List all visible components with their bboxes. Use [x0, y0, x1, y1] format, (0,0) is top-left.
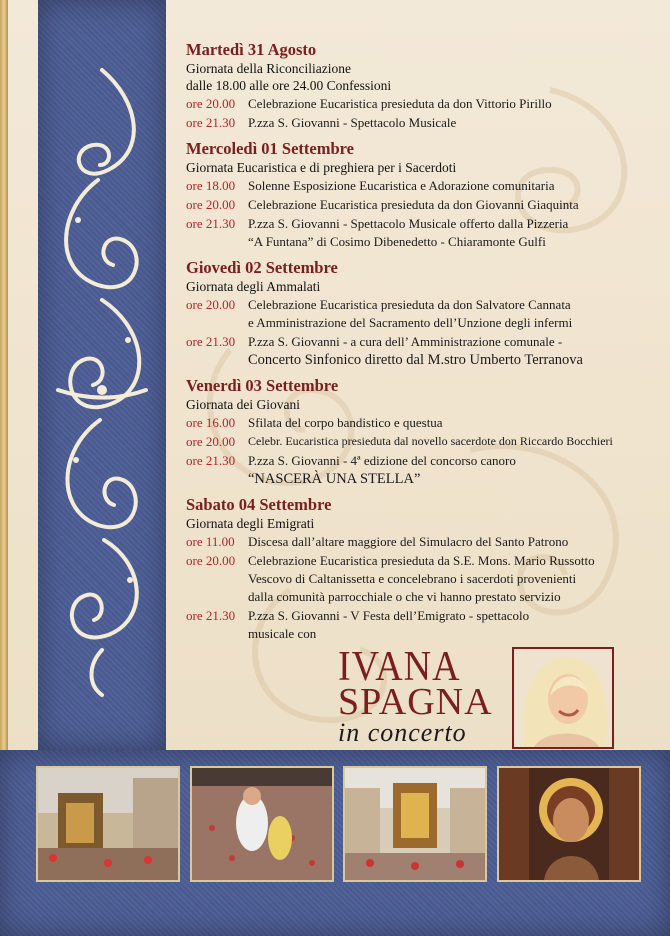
event-continuation: dalla comunità parrocchiale o che vi hanno prestato servizio	[248, 589, 561, 604]
event-text: P.zza S. Giovanni - Spettacolo Musicale	[248, 115, 457, 130]
day-title: Venerdì 03 Settembre	[186, 376, 339, 395]
event-row	[186, 214, 666, 233]
day-title: Sabato 04 Settembre	[186, 495, 332, 514]
photo-image	[192, 768, 332, 880]
event-continuation: Vescovo di Caltanissetta e concelebrano i sacerdoti provenienti	[248, 571, 577, 586]
day-subtitle: Giornata degli Emigrati	[186, 516, 315, 531]
day-title: Martedì 31 Agosto	[186, 40, 317, 59]
headliner-title	[338, 643, 493, 747]
day-subtitle: Giornata della Riconciliazione	[186, 61, 351, 76]
event-row	[186, 332, 666, 351]
event-time: ore 21.30	[186, 453, 236, 468]
event-text: Sfilata del corpo bandistico e questua	[248, 415, 443, 430]
event-row	[186, 432, 666, 451]
event-text: Celebrazione Eucaristica presieduta da don Giovanni Giaquinta	[248, 197, 579, 212]
event-row	[186, 606, 666, 625]
event-text: P.zza S. Giovanni - Spettacolo Musicale offerto dalla Pizzeria	[248, 216, 569, 231]
event-time: ore 18.00	[186, 178, 236, 193]
headliner-portrait-photo	[512, 647, 614, 749]
event-row	[186, 195, 666, 214]
photo-image	[499, 768, 639, 880]
crowd-photo	[190, 766, 334, 882]
saint-statue-photo	[497, 766, 641, 882]
event-text: P.zza S. Giovanni - V Festa dell’Emigrato - spettacolo	[248, 608, 530, 623]
filigree-ornament-icon	[38, 60, 166, 700]
day-block	[186, 258, 666, 369]
day-title: Giovedì 02 Settembre	[186, 258, 338, 277]
day-block	[186, 495, 666, 643]
event-continuation: “A Funtana” di Cosimo Dibenedetto - Chiaramonte Gulfi	[248, 234, 546, 249]
day-block	[186, 376, 666, 488]
event-continuation: “NASCERÀ UNA STELLA”	[248, 471, 421, 487]
event-time: ore 16.00	[186, 415, 236, 430]
event-row	[186, 551, 666, 570]
day-intro: dalle 18.00 alle ore 24.00 Confessioni	[186, 78, 392, 93]
day-title: Mercoledì 01 Settembre	[186, 139, 354, 158]
event-row	[186, 94, 666, 113]
event-time: ore 20.00	[186, 96, 236, 111]
procession-street-photo	[36, 766, 180, 882]
headliner-last-name: SPAGNA	[338, 681, 493, 723]
event-text: Celebr. Eucaristica presieduta dal novello sacerdote don Riccardo Bocchieri	[248, 434, 613, 448]
day-subtitle: Giornata Eucaristica e di preghiera per i Sacerdoti	[186, 160, 457, 175]
event-text: P.zza S. Giovanni - 4ª edizione del concorso canoro	[248, 453, 516, 468]
event-time: ore 11.00	[186, 534, 235, 549]
day-subtitle: Giornata dei Giovani	[186, 397, 300, 412]
event-time: ore 20.00	[186, 434, 236, 449]
event-row	[186, 176, 666, 195]
photo-image	[345, 768, 485, 880]
day-block	[186, 139, 666, 251]
event-continuation: e Amministrazione del Sacramento dell’Unzione degli infermi	[248, 315, 573, 330]
event-time: ore 20.00	[186, 297, 236, 312]
portrait-image	[514, 649, 612, 747]
event-text: Discesa dall’altare maggiore del Simulacro del Santo Patrono	[248, 534, 569, 549]
event-time: ore 21.30	[186, 216, 236, 231]
float-statue-photo	[343, 766, 487, 882]
event-time: ore 20.00	[186, 197, 236, 212]
event-time: ore 21.30	[186, 608, 236, 623]
event-time: ore 20.00	[186, 553, 236, 568]
event-row	[186, 532, 666, 551]
event-row	[186, 451, 666, 470]
event-text: P.zza S. Giovanni - a cura dell’ Amministrazione comunale -	[248, 334, 563, 349]
left-decorative-band	[38, 0, 166, 750]
event-row	[186, 295, 666, 314]
headliner-first-name: IVANA	[338, 643, 461, 691]
event-row	[186, 113, 666, 132]
event-continuation: Concerto Sinfonico diretto dal M.stro Umberto Terranova	[248, 352, 583, 368]
day-subtitle: Giornata degli Ammalati	[186, 279, 321, 294]
event-text: Celebrazione Eucaristica presieduta da don Salvatore Cannata	[248, 297, 571, 312]
event-time: ore 21.30	[186, 334, 236, 349]
festival-program	[186, 40, 666, 650]
event-row	[186, 413, 666, 432]
event-text: Celebrazione Eucaristica presieduta da S.E. Mons. Mario Russotto	[248, 553, 595, 568]
event-text: Solenne Esposizione Eucaristica e Adorazione comunitaria	[248, 178, 555, 193]
day-block	[186, 40, 666, 132]
headliner-subtitle: in concerto	[338, 718, 467, 747]
event-continuation: musicale con	[248, 626, 317, 641]
photo-image	[38, 768, 178, 880]
event-text: Celebrazione Eucaristica presieduta da don Vittorio Pirillo	[248, 96, 552, 111]
event-time: ore 21.30	[186, 115, 236, 130]
